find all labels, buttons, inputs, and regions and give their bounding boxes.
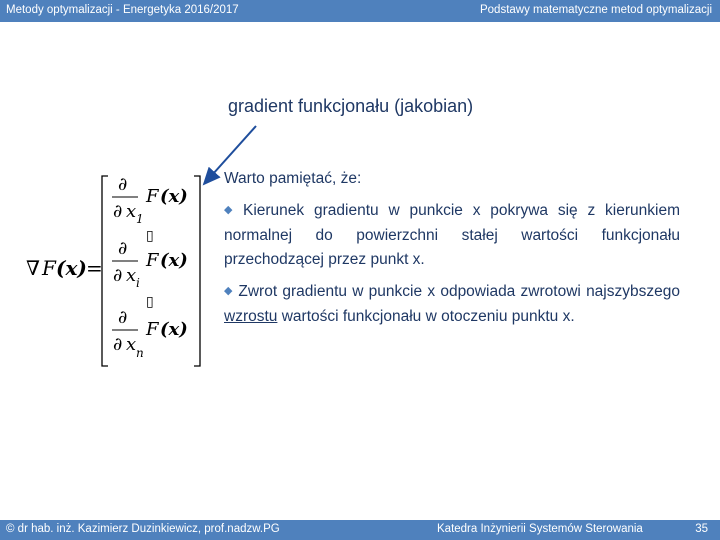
diamond-bullet-icon: ◆ — [224, 285, 234, 297]
function-F: F — [146, 186, 159, 207]
placeholder-glyph: ▯ — [146, 294, 154, 310]
nabla-symbol: ∇ — [26, 256, 40, 280]
variable-x: x — [126, 265, 137, 286]
bullet-2-text-end: wartości funkcjonału w otoczeniu punktu x. — [281, 308, 575, 325]
left-bracket — [102, 176, 108, 366]
slide-title: gradient funkcjonału (jakobian) — [228, 96, 474, 116]
slide-body — [224, 167, 680, 329]
right-bracket — [194, 176, 200, 366]
partial-symbol: ∂ — [118, 174, 128, 195]
variable-x: x — [126, 334, 137, 355]
footer-author: © dr hab. inż. Kazimierz Duzinkiewicz, prof.nadzw.PG — [6, 523, 280, 535]
function-argument: (x) — [160, 250, 188, 271]
function-F: F — [146, 319, 159, 340]
partial-symbol: ∂ — [118, 238, 128, 259]
function-argument: (x) — [160, 186, 188, 207]
footer-bar — [0, 520, 720, 540]
bullet-2 — [224, 280, 680, 329]
partial-symbol: ∂ — [113, 265, 123, 286]
gradient-formula — [26, 170, 206, 370]
subscript-1: 1 — [136, 212, 144, 226]
partial-symbol: ∂ — [118, 307, 128, 328]
partial-symbol: ∂ — [113, 201, 123, 222]
matrix-row-1 — [112, 174, 188, 244]
intro-text: Warto pamiętać, że: — [224, 170, 362, 187]
equals-sign: = — [86, 256, 103, 280]
course-title: Metody optymalizacji - Energetyka 2016/2017 — [6, 4, 239, 16]
page-number: 35 — [695, 523, 708, 535]
matrix-row-n — [112, 307, 188, 360]
function-F: F — [146, 250, 159, 271]
underlined-word: wzrostu — [224, 308, 278, 325]
bullet-2-text-start: Zwrot gradientu w punkcie x odpowiada zwrotowi najszybszego — [238, 283, 680, 300]
section-title: Podstawy matematyczne metod optymalizacji — [479, 4, 712, 16]
matrix-row-i — [112, 238, 188, 310]
diamond-bullet-icon: ◆ — [224, 204, 238, 216]
partial-symbol: ∂ — [113, 334, 123, 355]
variable-x: x — [126, 201, 137, 222]
subscript-i: i — [136, 276, 140, 290]
lhs-function: F — [42, 256, 56, 280]
function-argument: (x) — [160, 319, 188, 340]
footer-department: Katedra Inżynierii Systemów Sterowania — [437, 523, 643, 535]
subscript-n: n — [136, 346, 144, 360]
placeholder-glyph: ▯ — [146, 228, 154, 244]
bullet-1 — [224, 199, 680, 272]
bullet-1-text: Kierunek gradientu w punkcie x pokrywa się z kierunkiem normalnej do powierzchni stałej wartości funkcjonału przechodzącej przez punkt x. — [224, 202, 680, 268]
lhs-argument: (x) — [56, 256, 87, 280]
